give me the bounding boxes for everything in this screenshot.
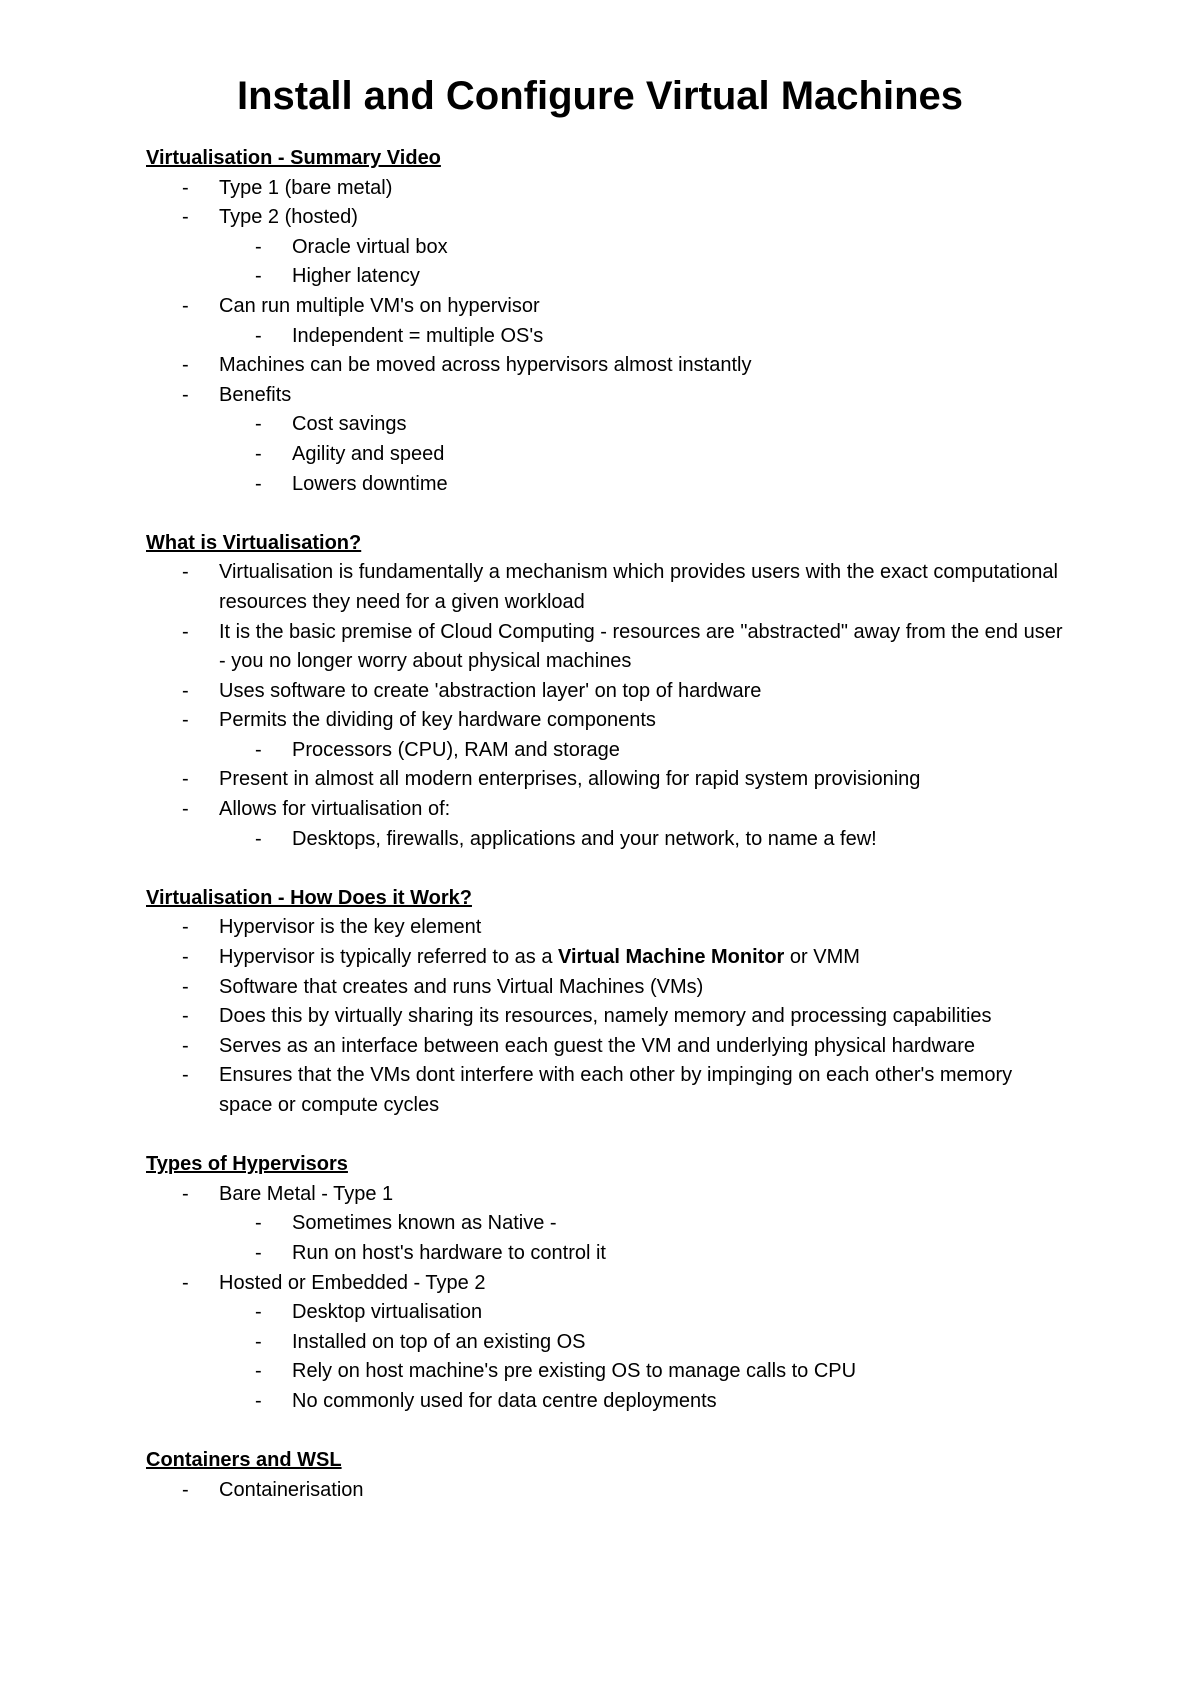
bullet-text: Uses software to create 'abstraction layer' on top of hardware [219, 679, 762, 702]
bullet-dash: - [255, 1241, 262, 1264]
sub-bullet-item [146, 470, 1066, 500]
bullet-dash: - [182, 1064, 189, 1087]
bullet-text: Benefits [219, 383, 292, 406]
bullet-item [146, 351, 1066, 381]
bullet-text: Rely on host machine's pre existing OS to manage calls to CPU [292, 1360, 857, 1383]
bold-term: Virtual Machine Monitor [558, 946, 785, 969]
bullet-dash: - [182, 561, 189, 584]
bullet-text: Machines can be moved across hypervisors almost instantly [219, 354, 752, 377]
bullet-text: Does this by virtually sharing its resources, namely memory and processing capabilities [219, 1005, 992, 1028]
bullet-text: Type 1 (bare metal) [219, 176, 393, 199]
bullet-item [146, 1476, 1066, 1506]
bullet-text: Processors (CPU), RAM and storage [292, 738, 620, 761]
bullet-dash: - [255, 1360, 262, 1383]
sub-bullet-item [146, 1387, 1066, 1417]
bullet-dash: - [255, 827, 262, 850]
bullet-text: Independent = multiple OS's [292, 324, 544, 347]
bullet-dash: - [255, 1301, 262, 1324]
bullet-text: Ensures that the VMs dont interfere with each other by impinging on each other's memory space or compute cycles [219, 1064, 1013, 1116]
sub-bullet-item [146, 1328, 1066, 1358]
bullet-text: Bare Metal - Type 1 [219, 1182, 394, 1205]
bullet-dash: - [182, 206, 189, 229]
bullet-dash: - [255, 324, 262, 347]
section-spacer [146, 499, 1066, 529]
bullet-item [146, 765, 1066, 795]
section-heading: What is Virtualisation? [146, 531, 362, 554]
bullet-item [146, 1061, 1066, 1120]
section-heading: Virtualisation - How Does it Work? [146, 886, 472, 909]
section-spacer [146, 854, 1066, 884]
section-heading: Containers and WSL [146, 1449, 342, 1472]
bullet-text: Desktop virtualisation [292, 1301, 483, 1324]
bullet-dash: - [255, 1330, 262, 1353]
bullet-text: Allows for virtualisation of: [219, 798, 451, 821]
bullet-dash: - [182, 1478, 189, 1501]
sub-bullet-item [146, 825, 1066, 855]
sub-bullet-item [146, 1209, 1066, 1239]
bullet-text: Higher latency [292, 265, 420, 288]
bullet-dash: - [182, 679, 189, 702]
sub-bullet-item [146, 736, 1066, 766]
bullet-text: It is the basic premise of Cloud Computing - resources are "abstracted" away from the end user - you no longer worry about physical machines [219, 620, 1063, 673]
bullet-dash: - [182, 768, 189, 791]
sub-bullet-item [146, 410, 1066, 440]
bullet-item [146, 1180, 1066, 1210]
bullet-text: Software that creates and runs Virtual Machines (VMs) [219, 975, 704, 998]
bullet-dash: - [182, 1005, 189, 1028]
bullet-dash: - [182, 176, 189, 199]
sub-bullet-item [146, 233, 1066, 263]
bullet-dash: - [255, 472, 262, 495]
bullet-item [146, 943, 1066, 973]
bullet-item [146, 558, 1066, 617]
bullet-dash: - [255, 1389, 262, 1412]
sub-bullet-item [146, 1239, 1066, 1269]
bullet-dash: - [255, 1212, 262, 1235]
bullet-dash: - [182, 975, 189, 998]
bullet-dash: - [255, 413, 262, 436]
bullet-text: Installed on top of an existing OS [292, 1330, 586, 1353]
bullet-text: Serves as an interface between each guest the VM and underlying physical hardware [219, 1034, 976, 1057]
bullet-dash: - [182, 1271, 189, 1294]
bullet-text: Can run multiple VM's on hypervisor [219, 294, 540, 317]
bullet-item [146, 292, 1066, 322]
bullet-text: Virtualisation is fundamentally a mechanism which provides users with the exact computational resources they need for a given workload [219, 561, 1058, 613]
bullet-dash: - [182, 916, 189, 939]
bullet-dash: - [255, 738, 262, 761]
bullet-text: Hosted or Embedded - Type 2 [219, 1271, 486, 1294]
bullet-text: Lowers downtime [292, 472, 448, 495]
page-title: Install and Configure Virtual Machines [236, 74, 964, 118]
sub-bullet-item [146, 440, 1066, 470]
bullet-text: Agility and speed [292, 442, 445, 465]
sub-bullet-item [146, 1357, 1066, 1387]
bullet-dash: - [182, 294, 189, 317]
bullet-item [146, 1032, 1066, 1062]
bullet-dash: - [182, 1182, 189, 1205]
bullet-text: Sometimes known as Native - [292, 1212, 557, 1235]
bullet-item [146, 174, 1066, 204]
bullet-item [146, 913, 1066, 943]
section-spacer [146, 1121, 1066, 1151]
bullet-text: Type 2 (hosted) [219, 206, 358, 229]
bullet-item [146, 706, 1066, 736]
section-heading: Types of Hypervisors [146, 1153, 348, 1176]
bullet-text: Hypervisor is typically referred to as a [219, 946, 559, 969]
bullet-item [146, 1002, 1066, 1032]
sub-bullet-item [146, 322, 1066, 352]
bullet-text: Permits the dividing of key hardware components [219, 709, 656, 732]
bullet-item [146, 618, 1066, 677]
bullet-text: Present in almost all modern enterprises, allowing for rapid system provisioning [219, 768, 921, 791]
bullet-dash: - [182, 1034, 189, 1057]
bullet-text: Hypervisor is the key element [219, 916, 482, 939]
bullet-item [146, 1269, 1066, 1299]
bullet-dash: - [182, 354, 189, 377]
bullet-text: No commonly used for data centre deployments [292, 1389, 717, 1412]
section-heading: Virtualisation - Summary Video [146, 147, 441, 169]
sub-bullet-item [146, 262, 1066, 292]
bullet-dash: - [182, 709, 189, 732]
bullet-dash: - [182, 946, 189, 969]
bullet-dash: - [182, 383, 189, 406]
bullet-item [146, 973, 1066, 1003]
sub-bullet-item [146, 1298, 1066, 1328]
bullet-text: Containerisation [219, 1478, 364, 1501]
bullet-dash: - [255, 265, 262, 288]
notes-content [146, 144, 1066, 1505]
bullet-item [146, 795, 1066, 825]
section-spacer [146, 1417, 1066, 1447]
bullet-item [146, 381, 1066, 411]
bullet-text-continued: or VMM [784, 946, 860, 969]
bullet-text: Cost savings [292, 413, 407, 436]
bullet-dash: - [182, 620, 189, 643]
bullet-dash: - [255, 442, 262, 465]
bullet-text: Run on host's hardware to control it [292, 1241, 606, 1264]
bullet-text: Desktops, firewalls, applications and your network, to name a few! [292, 827, 877, 850]
bullet-text: Oracle virtual box [292, 235, 448, 258]
bullet-dash: - [255, 235, 262, 258]
bullet-item [146, 677, 1066, 707]
bullet-dash: - [182, 798, 189, 821]
bullet-item [146, 203, 1066, 233]
